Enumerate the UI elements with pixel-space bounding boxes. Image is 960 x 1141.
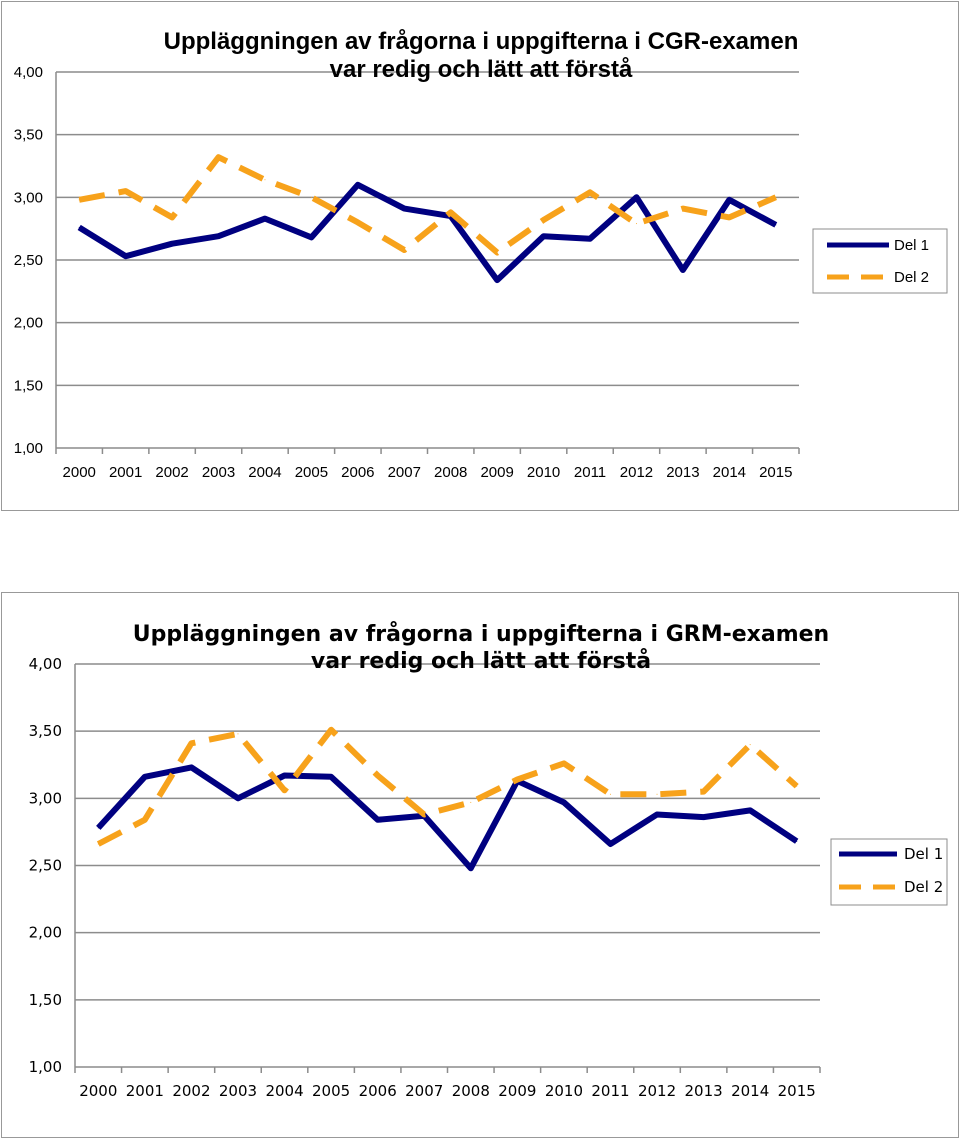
data-point [450,212,451,213]
y-tick-label: 3,50 [28,722,62,741]
data-point [424,814,425,815]
x-tick-label: 2007 [387,464,421,481]
data-point [796,841,797,842]
data-point [404,208,405,209]
x-tick-label: 2001 [125,1082,164,1100]
chart-title-line: Uppläggningen av frågorna i uppgifterna i GRM-examen [132,622,830,647]
series-line-del-2 [79,157,776,252]
data-point [144,819,145,820]
x-tick-label: 2006 [358,1082,397,1100]
data-point [775,224,776,225]
data-point [563,802,564,803]
data-point [543,236,544,237]
x-tick-label: 2010 [526,464,561,481]
chart-title-line: Uppläggningen av frågorna i uppgifterna i CGR-examen [163,28,799,55]
y-tick-label: 2,50 [28,856,62,875]
y-tick-label: 4,00 [28,655,62,673]
data-point [796,786,797,787]
data-point [703,791,704,792]
data-point [264,179,265,180]
data-point [79,199,80,200]
chart-cgr-svg [2,2,958,510]
data-point [377,775,378,776]
data-point [331,729,332,730]
x-tick-label: 2006 [341,464,375,481]
y-tick-label: 1,50 [13,377,43,395]
data-point [750,810,751,811]
y-tick-label: 4,00 [13,64,43,81]
x-tick-label: 2014 [731,1082,770,1100]
y-tick-label: 3,00 [13,189,43,207]
x-tick-label: 2001 [108,464,143,481]
x-tick-label: 2003 [201,464,236,481]
series-line-del-1 [98,767,796,868]
y-tick-label: 3,50 [13,126,43,144]
data-point [191,767,192,768]
y-tick-label: 1,00 [28,1058,62,1076]
data-point [590,192,591,193]
legend-label: Del 2 [894,269,930,286]
x-tick-label: 2007 [405,1082,444,1100]
chart-title-line: var redig och lätt att förstå [310,649,652,674]
legend-label: Del 1 [904,845,944,863]
data-point [657,814,658,815]
x-tick-label: 2010 [544,1082,583,1100]
y-tick-label: 2,00 [13,314,43,332]
data-point [729,217,730,218]
data-point [98,844,99,845]
data-point [284,790,285,791]
x-tick-label: 2012 [619,464,654,481]
data-point [636,223,637,224]
data-point [590,238,591,239]
x-tick-label: 2011 [591,1082,630,1100]
data-point [497,280,498,281]
x-tick-label: 2002 [155,464,189,481]
data-point [237,798,238,799]
legend [813,229,947,293]
x-tick-label: 2008 [451,1082,490,1100]
chart-title-line: var redig och lätt att förstå [329,56,633,83]
data-point [470,868,471,869]
x-tick-label: 2011 [573,464,607,481]
data-point [191,743,192,744]
data-point [657,794,658,795]
data-point [311,237,312,238]
data-point [264,218,265,219]
data-point [237,733,238,734]
y-tick-label: 2,50 [13,252,43,269]
y-tick-label: 1,00 [13,440,43,457]
data-point [636,197,637,198]
data-point [98,827,99,828]
x-tick-label: 2005 [294,464,329,481]
data-point [750,744,751,745]
data-point [144,776,145,777]
y-tick-label: 1,50 [28,990,62,1009]
y-tick-label: 2,00 [28,923,62,942]
x-tick-label: 2000 [62,464,96,481]
data-point [357,184,358,185]
data-point [610,794,611,795]
series-line-del-2 [98,730,796,844]
x-tick-label: 2014 [712,464,747,481]
x-tick-label: 2002 [172,1082,211,1100]
data-point [284,775,285,776]
chart-panel-cgr [1,1,959,511]
data-point [775,197,776,198]
data-point [610,844,611,845]
x-tick-label: 2008 [434,464,468,481]
x-tick-label: 2015 [759,464,793,481]
data-point [563,763,564,764]
data-point [682,270,683,271]
x-tick-label: 2009 [480,464,514,481]
data-point [357,222,358,223]
data-point [218,157,219,158]
data-point [377,819,378,820]
data-point [79,227,80,228]
x-tick-label: 2013 [666,464,700,481]
data-point [125,191,126,192]
x-tick-label: 2004 [248,464,282,481]
x-tick-label: 2003 [218,1082,258,1100]
data-point [331,776,332,777]
y-tick-label: 3,00 [28,789,62,808]
chart-panel-grm [1,592,959,1138]
data-point [218,236,219,237]
legend [831,839,947,905]
x-tick-label: 2013 [684,1082,723,1100]
x-tick-label: 2009 [498,1082,537,1100]
data-point [497,252,498,253]
x-tick-label: 2005 [312,1082,351,1100]
x-tick-label: 2012 [637,1082,677,1100]
x-tick-label: 2000 [79,1082,118,1100]
chart-grm-svg [2,593,958,1137]
legend-label: Del 2 [904,878,944,896]
legend-label: Del 1 [894,237,930,254]
data-point [517,779,518,780]
data-point [172,217,173,218]
data-point [404,249,405,250]
x-tick-label: 2004 [265,1082,304,1100]
x-tick-label: 2015 [777,1082,816,1100]
data-point [311,197,312,198]
data-point [703,817,704,818]
data-point [172,243,173,244]
data-point [682,208,683,209]
data-point [543,219,544,220]
data-point [470,802,471,803]
data-point [125,256,126,257]
data-point [729,199,730,200]
